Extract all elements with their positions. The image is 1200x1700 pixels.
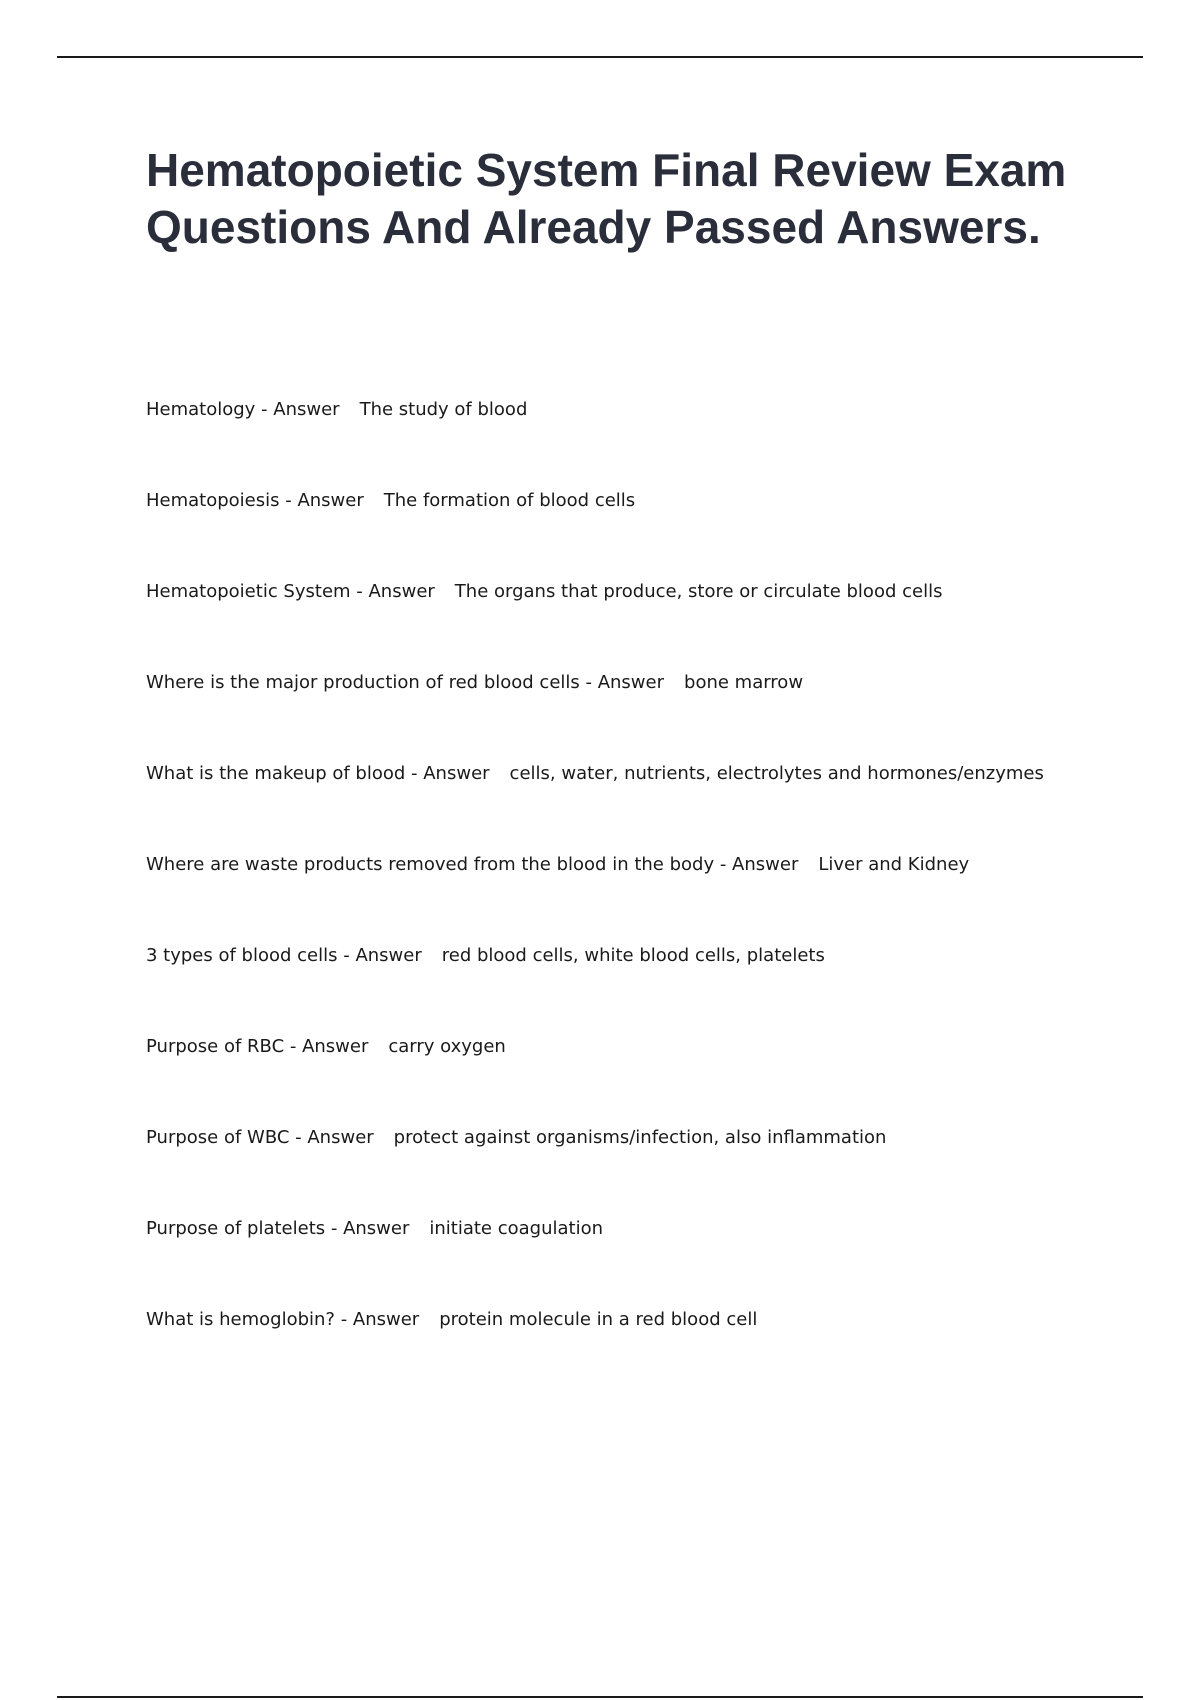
qa-item-7 — [146, 946, 1106, 1037]
question-text: What is hemoglobin? - Answer — [146, 1309, 420, 1330]
qa-item-11 — [146, 1310, 1106, 1401]
answer-text: red blood cells, white blood cells, platelets — [441, 945, 825, 966]
answer-text: Liver and Kidney — [818, 854, 970, 875]
answer-text: bone marrow — [684, 672, 804, 693]
answer-text: The study of blood — [359, 399, 528, 420]
qa-item-6 — [146, 855, 1106, 946]
question-text: Purpose of platelets - Answer — [146, 1218, 410, 1239]
answer-text: The formation of blood cells — [383, 490, 636, 511]
question-text: Purpose of WBC - Answer — [146, 1127, 374, 1148]
answer-text: cells, water, nutrients, electrolytes and hormones/enzymes — [509, 763, 1044, 784]
document-body — [146, 142, 1106, 1330]
qa-item-9 — [146, 1128, 1106, 1219]
question-text: Where is the major production of red blood cells - Answer — [146, 672, 665, 693]
bottom-rule — [57, 1696, 1143, 1698]
answer-text: initiate coagulation — [429, 1218, 604, 1239]
top-rule — [57, 56, 1143, 58]
question-text: Hematopoietic System - Answer — [146, 581, 435, 602]
question-text: Hematology - Answer — [146, 399, 340, 420]
qa-item-2 — [146, 491, 1106, 582]
answer-text: protect against organisms/infection, also inflammation — [393, 1127, 887, 1148]
qa-item-10 — [146, 1219, 1106, 1310]
qa-item-4 — [146, 673, 1106, 764]
qa-item-3 — [146, 582, 1106, 673]
question-text: Where are waste products removed from the blood in the body - Answer — [146, 854, 799, 875]
answer-text: The organs that produce, store or circulate blood cells — [454, 581, 943, 602]
document-title: Hematopoietic System Final Review Exam Questions And Already Passed Answers. — [146, 144, 1067, 253]
answer-text: protein molecule in a red blood cell — [439, 1309, 758, 1330]
question-text: Purpose of RBC - Answer — [146, 1036, 369, 1057]
qa-item-5 — [146, 764, 1106, 855]
qa-item-8 — [146, 1037, 1106, 1128]
question-text: Hematopoiesis - Answer — [146, 490, 364, 511]
question-text: What is the makeup of blood - Answer — [146, 763, 490, 784]
answer-text: carry oxygen — [388, 1036, 506, 1057]
qa-item-1 — [146, 400, 1106, 491]
qa-list — [146, 400, 1106, 1401]
question-text: 3 types of blood cells - Answer — [146, 945, 422, 966]
